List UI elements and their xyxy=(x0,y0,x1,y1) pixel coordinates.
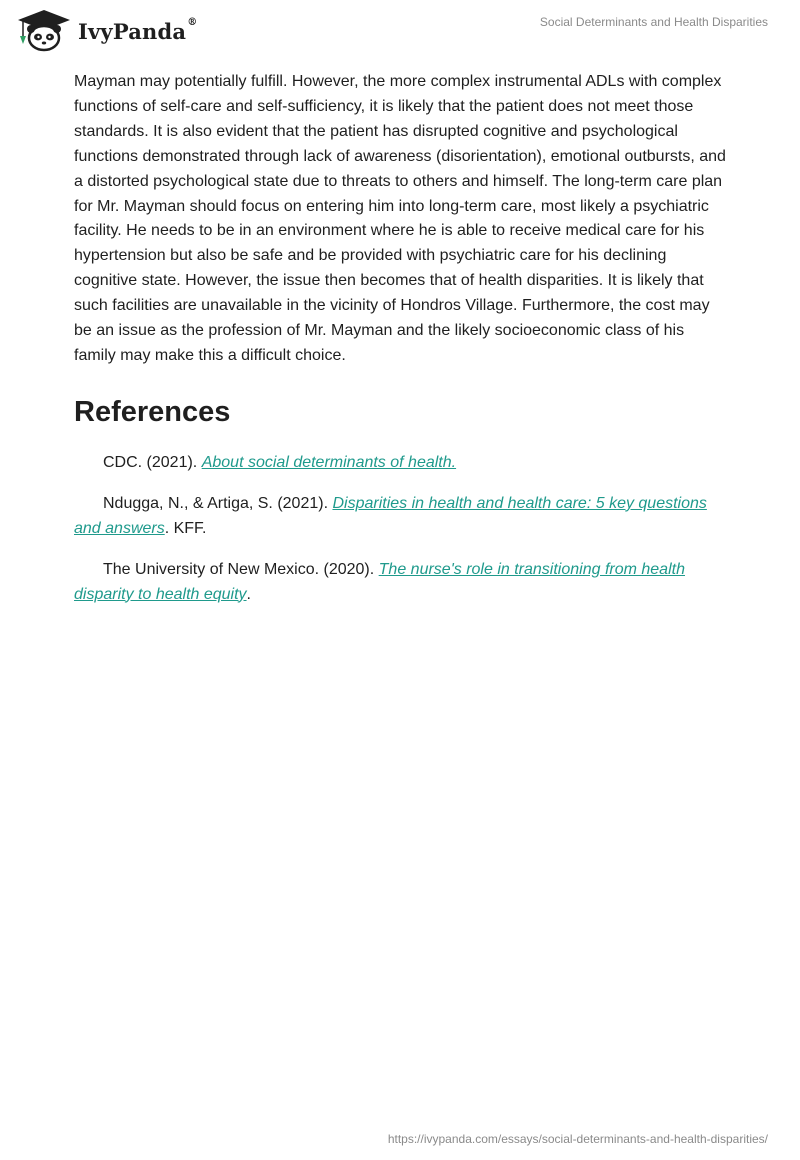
reference-item: The University of New Mexico. (2020). The nurse's role in transitioning from health disparity to health equity. xyxy=(74,560,685,603)
document-title: Social Determinants and Health Disparities xyxy=(539,15,768,29)
body-paragraph: Mayman may potentially fulfill. However, the more complex instrumental ADLs with complex functions of self-care and self-sufficiency, it is likely that the patient does not meet those standards. It is also evident that the patient has disrupted cognitive and psychological functions demonstrated through lack of awareness (disorientation), emotional outbursts, and a distorted psychological state due to threats to others and himself. The long-term care plan for Mr. Mayman should focus on entering him into long-term care, most likely a psychiatric facility. He needs to be in an environment where he is able to receive medical care for his hypertension but also be safe and be provided with psychiatric care for his declining cognitive state. However, the issue then becomes that of health disparities. It is likely that such facilities are unavailable in the vicinity of Hondros Village. Furthermore, the cost may be an issue as the profession of Mr. Mayman and the likely socioeconomic class of his family may make this a difficult choice. xyxy=(74,73,726,364)
reference-link[interactable]: The nurse's role in transitioning from health disparity to health equity xyxy=(74,560,685,603)
reference-link[interactable]: About social determinants of health. xyxy=(201,453,457,471)
references-heading: References xyxy=(74,395,231,428)
footer-url[interactable]: https://ivypanda.com/essays/social-determinants-and-health-disparities/ xyxy=(387,1132,768,1146)
reference-link[interactable]: Disparities in health and health care: 5 key questions and answers xyxy=(74,494,707,537)
page-header xyxy=(0,0,800,64)
reference-item: CDC. (2021). About social determinants of health. xyxy=(103,453,457,471)
brand-name: IvyPanda® xyxy=(78,16,198,44)
essay-content xyxy=(74,70,726,623)
ivypanda-logo[interactable] xyxy=(14,8,197,52)
panda-graduate-icon xyxy=(14,8,74,52)
reference-item: Ndugga, N., & Artiga, S. (2021). Disparities in health and health care: 5 key questions and answers. KFF. xyxy=(74,494,707,537)
